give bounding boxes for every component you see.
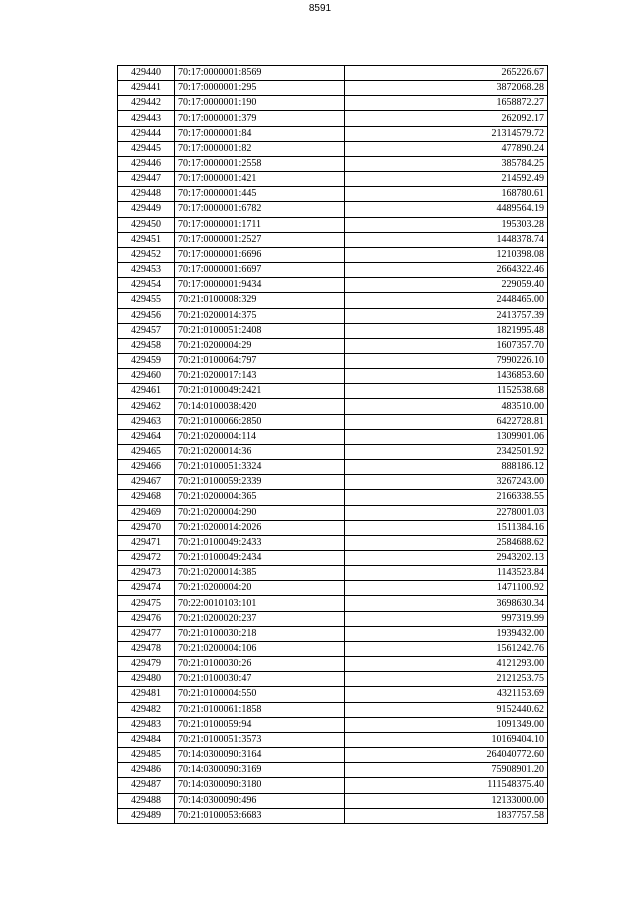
table-row <box>118 414 548 429</box>
row-id-cell: 429448 <box>118 187 175 202</box>
value-cell: 7990226.10 <box>345 353 548 368</box>
cadastral-number-cell: 70:17:0000001:84 <box>175 126 345 141</box>
row-id-cell: 429473 <box>118 566 175 581</box>
value-cell: 1448378.74 <box>345 232 548 247</box>
cadastral-number-cell: 70:21:0200004:114 <box>175 429 345 444</box>
row-id-cell: 429452 <box>118 247 175 262</box>
table-row <box>118 156 548 171</box>
value-cell: 168780.61 <box>345 187 548 202</box>
row-id-cell: 429482 <box>118 702 175 717</box>
row-id-cell: 429457 <box>118 323 175 338</box>
cadastral-number-cell: 70:17:0000001:421 <box>175 172 345 187</box>
row-id-cell: 429444 <box>118 126 175 141</box>
table-row <box>118 672 548 687</box>
value-cell: 264040772.60 <box>345 748 548 763</box>
value-cell: 195303.28 <box>345 217 548 232</box>
table-row <box>118 748 548 763</box>
table-row <box>118 626 548 641</box>
cadastral-number-cell: 70:21:0100051:3324 <box>175 460 345 475</box>
table-row <box>118 126 548 141</box>
row-id-cell: 429442 <box>118 96 175 111</box>
table-row <box>118 581 548 596</box>
value-cell: 1939432.00 <box>345 626 548 641</box>
cadastral-number-cell: 70:21:0200004:290 <box>175 505 345 520</box>
table-row <box>118 611 548 626</box>
table-row <box>118 111 548 126</box>
row-id-cell: 429469 <box>118 505 175 520</box>
cadastral-number-cell: 70:21:0100030:26 <box>175 657 345 672</box>
table-row <box>118 490 548 505</box>
table-row <box>118 202 548 217</box>
row-id-cell: 429441 <box>118 81 175 96</box>
cadastral-number-cell: 70:14:0300090:496 <box>175 793 345 808</box>
cadastral-number-cell: 70:17:0000001:295 <box>175 81 345 96</box>
row-id-cell: 429451 <box>118 232 175 247</box>
row-id-cell: 429475 <box>118 596 175 611</box>
row-id-cell: 429468 <box>118 490 175 505</box>
value-cell: 4489564.19 <box>345 202 548 217</box>
row-id-cell: 429464 <box>118 429 175 444</box>
cadastral-number-cell: 70:17:0000001:445 <box>175 187 345 202</box>
row-id-cell: 429463 <box>118 414 175 429</box>
row-id-cell: 429478 <box>118 641 175 656</box>
table-body <box>118 66 548 824</box>
value-cell: 1511384.16 <box>345 520 548 535</box>
value-cell: 214592.49 <box>345 172 548 187</box>
value-cell: 1658872.27 <box>345 96 548 111</box>
row-id-cell: 429447 <box>118 172 175 187</box>
table-row <box>118 278 548 293</box>
row-id-cell: 429440 <box>118 66 175 81</box>
table-row <box>118 535 548 550</box>
cadastral-number-cell: 70:21:0100061:1858 <box>175 702 345 717</box>
row-id-cell: 429458 <box>118 338 175 353</box>
table-row <box>118 687 548 702</box>
cadastral-number-cell: 70:17:0000001:2527 <box>175 232 345 247</box>
table-row <box>118 793 548 808</box>
table-row <box>118 808 548 823</box>
cadastral-number-cell: 70:14:0300090:3180 <box>175 778 345 793</box>
value-cell: 10169404.10 <box>345 732 548 747</box>
value-cell: 2342501.92 <box>345 444 548 459</box>
value-cell: 477890.24 <box>345 141 548 156</box>
value-cell: 1607357.70 <box>345 338 548 353</box>
table-row <box>118 369 548 384</box>
table-row <box>118 66 548 81</box>
row-id-cell: 429489 <box>118 808 175 823</box>
table-row <box>118 444 548 459</box>
value-cell: 3267243.00 <box>345 475 548 490</box>
cadastral-number-cell: 70:21:0200004:29 <box>175 338 345 353</box>
value-cell: 2943202.13 <box>345 551 548 566</box>
cadastral-number-cell: 70:22:0010103:101 <box>175 596 345 611</box>
row-id-cell: 429459 <box>118 353 175 368</box>
cadastral-number-cell: 70:17:0000001:379 <box>175 111 345 126</box>
row-id-cell: 429465 <box>118 444 175 459</box>
cadastral-number-cell: 70:21:0100059:94 <box>175 717 345 732</box>
cadastral-number-cell: 70:21:0200014:375 <box>175 308 345 323</box>
row-id-cell: 429486 <box>118 763 175 778</box>
cadastral-number-cell: 70:21:0100051:3573 <box>175 732 345 747</box>
value-cell: 4121293.00 <box>345 657 548 672</box>
row-id-cell: 429449 <box>118 202 175 217</box>
row-id-cell: 429461 <box>118 384 175 399</box>
table-row <box>118 217 548 232</box>
cadastral-number-cell: 70:21:0100051:2408 <box>175 323 345 338</box>
table-row <box>118 763 548 778</box>
value-cell: 3872068.28 <box>345 81 548 96</box>
cadastral-number-cell: 70:17:0000001:6782 <box>175 202 345 217</box>
cadastral-number-cell: 70:17:0000001:9434 <box>175 278 345 293</box>
row-id-cell: 429470 <box>118 520 175 535</box>
table-row <box>118 641 548 656</box>
cadastral-number-cell: 70:17:0000001:8569 <box>175 66 345 81</box>
value-cell: 1091349.00 <box>345 717 548 732</box>
cadastral-number-cell: 70:21:0100049:2434 <box>175 551 345 566</box>
cadastral-number-cell: 70:14:0100038:420 <box>175 399 345 414</box>
value-cell: 2413757.39 <box>345 308 548 323</box>
page-number: 8591 <box>308 3 332 14</box>
table-row <box>118 596 548 611</box>
row-id-cell: 429445 <box>118 141 175 156</box>
value-cell: 2166338.55 <box>345 490 548 505</box>
row-id-cell: 429455 <box>118 293 175 308</box>
row-id-cell: 429462 <box>118 399 175 414</box>
table-row <box>118 551 548 566</box>
row-id-cell: 429488 <box>118 793 175 808</box>
value-cell: 2448465.00 <box>345 293 548 308</box>
value-cell: 1143523.84 <box>345 566 548 581</box>
cadastral-number-cell: 70:17:0000001:1711 <box>175 217 345 232</box>
table-row <box>118 81 548 96</box>
cadastral-number-cell: 70:21:0200020:237 <box>175 611 345 626</box>
table-row <box>118 475 548 490</box>
cadastral-number-cell: 70:17:0000001:82 <box>175 141 345 156</box>
table-row <box>118 732 548 747</box>
data-table <box>117 65 548 824</box>
row-id-cell: 429471 <box>118 535 175 550</box>
value-cell: 385784.25 <box>345 156 548 171</box>
cadastral-number-cell: 70:21:0100008:329 <box>175 293 345 308</box>
cadastral-number-cell: 70:21:0200014:385 <box>175 566 345 581</box>
table-row <box>118 505 548 520</box>
cadastral-number-cell: 70:21:0200004:365 <box>175 490 345 505</box>
value-cell: 1821995.48 <box>345 323 548 338</box>
value-cell: 75908901.20 <box>345 763 548 778</box>
table-row <box>118 520 548 535</box>
cadastral-number-cell: 70:17:0000001:6696 <box>175 247 345 262</box>
row-id-cell: 429480 <box>118 672 175 687</box>
cadastral-number-cell: 70:21:0100030:218 <box>175 626 345 641</box>
value-cell: 1561242.76 <box>345 641 548 656</box>
table-row <box>118 429 548 444</box>
cadastral-number-cell: 70:21:0100059:2339 <box>175 475 345 490</box>
row-id-cell: 429472 <box>118 551 175 566</box>
row-id-cell: 429446 <box>118 156 175 171</box>
table-row <box>118 247 548 262</box>
cadastral-number-cell: 70:21:0100053:6683 <box>175 808 345 823</box>
cadastral-number-cell: 70:21:0100064:797 <box>175 353 345 368</box>
cadastral-number-cell: 70:21:0200004:20 <box>175 581 345 596</box>
cadastral-number-cell: 70:17:0000001:2558 <box>175 156 345 171</box>
value-cell: 265226.67 <box>345 66 548 81</box>
table-row <box>118 702 548 717</box>
row-id-cell: 429474 <box>118 581 175 596</box>
cadastral-number-cell: 70:17:0000001:6697 <box>175 263 345 278</box>
value-cell: 4321153.69 <box>345 687 548 702</box>
value-cell: 1837757.58 <box>345 808 548 823</box>
cadastral-number-cell: 70:21:0100049:2433 <box>175 535 345 550</box>
cadastral-number-cell: 70:21:0200014:2026 <box>175 520 345 535</box>
table-row <box>118 353 548 368</box>
row-id-cell: 429477 <box>118 626 175 641</box>
cadastral-number-cell: 70:21:0200004:106 <box>175 641 345 656</box>
value-cell: 21314579.72 <box>345 126 548 141</box>
table-row <box>118 172 548 187</box>
value-cell: 9152440.62 <box>345 702 548 717</box>
value-cell: 1309901.06 <box>345 429 548 444</box>
row-id-cell: 429453 <box>118 263 175 278</box>
row-id-cell: 429481 <box>118 687 175 702</box>
row-id-cell: 429487 <box>118 778 175 793</box>
row-id-cell: 429476 <box>118 611 175 626</box>
table-row <box>118 308 548 323</box>
value-cell: 1210398.08 <box>345 247 548 262</box>
value-cell: 483510.00 <box>345 399 548 414</box>
cadastral-number-cell: 70:14:0300090:3164 <box>175 748 345 763</box>
value-cell: 2278001.03 <box>345 505 548 520</box>
value-cell: 888186.12 <box>345 460 548 475</box>
value-cell: 3698630.34 <box>345 596 548 611</box>
row-id-cell: 429456 <box>118 308 175 323</box>
cadastral-number-cell: 70:21:0100066:2850 <box>175 414 345 429</box>
value-cell: 1152538.68 <box>345 384 548 399</box>
table-row <box>118 338 548 353</box>
value-cell: 262092.17 <box>345 111 548 126</box>
row-id-cell: 429484 <box>118 732 175 747</box>
value-cell: 12133000.00 <box>345 793 548 808</box>
value-cell: 1436853.60 <box>345 369 548 384</box>
row-id-cell: 429485 <box>118 748 175 763</box>
value-cell: 1471100.92 <box>345 581 548 596</box>
table-row <box>118 187 548 202</box>
table-row <box>118 717 548 732</box>
table-row <box>118 323 548 338</box>
cadastral-number-cell: 70:21:0100049:2421 <box>175 384 345 399</box>
value-cell: 997319.99 <box>345 611 548 626</box>
row-id-cell: 429450 <box>118 217 175 232</box>
cadastral-number-cell: 70:21:0200014:36 <box>175 444 345 459</box>
row-id-cell: 429454 <box>118 278 175 293</box>
table-row <box>118 778 548 793</box>
table-row <box>118 96 548 111</box>
value-cell: 111548375.40 <box>345 778 548 793</box>
row-id-cell: 429467 <box>118 475 175 490</box>
cadastral-number-cell: 70:21:0200017:143 <box>175 369 345 384</box>
table-row <box>118 141 548 156</box>
table-row <box>118 399 548 414</box>
row-id-cell: 429460 <box>118 369 175 384</box>
row-id-cell: 429479 <box>118 657 175 672</box>
value-cell: 229059.40 <box>345 278 548 293</box>
cadastral-number-cell: 70:14:0300090:3169 <box>175 763 345 778</box>
table-row <box>118 460 548 475</box>
value-cell: 2121253.75 <box>345 672 548 687</box>
row-id-cell: 429443 <box>118 111 175 126</box>
table-row <box>118 384 548 399</box>
value-cell: 2664322.46 <box>345 263 548 278</box>
value-cell: 6422728.81 <box>345 414 548 429</box>
table-row <box>118 293 548 308</box>
cadastral-number-cell: 70:21:0100030:47 <box>175 672 345 687</box>
table-row <box>118 263 548 278</box>
cadastral-number-cell: 70:21:0100004:550 <box>175 687 345 702</box>
table-row <box>118 232 548 247</box>
cadastral-number-cell: 70:17:0000001:190 <box>175 96 345 111</box>
row-id-cell: 429466 <box>118 460 175 475</box>
table-row <box>118 566 548 581</box>
value-cell: 2584688.62 <box>345 535 548 550</box>
row-id-cell: 429483 <box>118 717 175 732</box>
table-row <box>118 657 548 672</box>
